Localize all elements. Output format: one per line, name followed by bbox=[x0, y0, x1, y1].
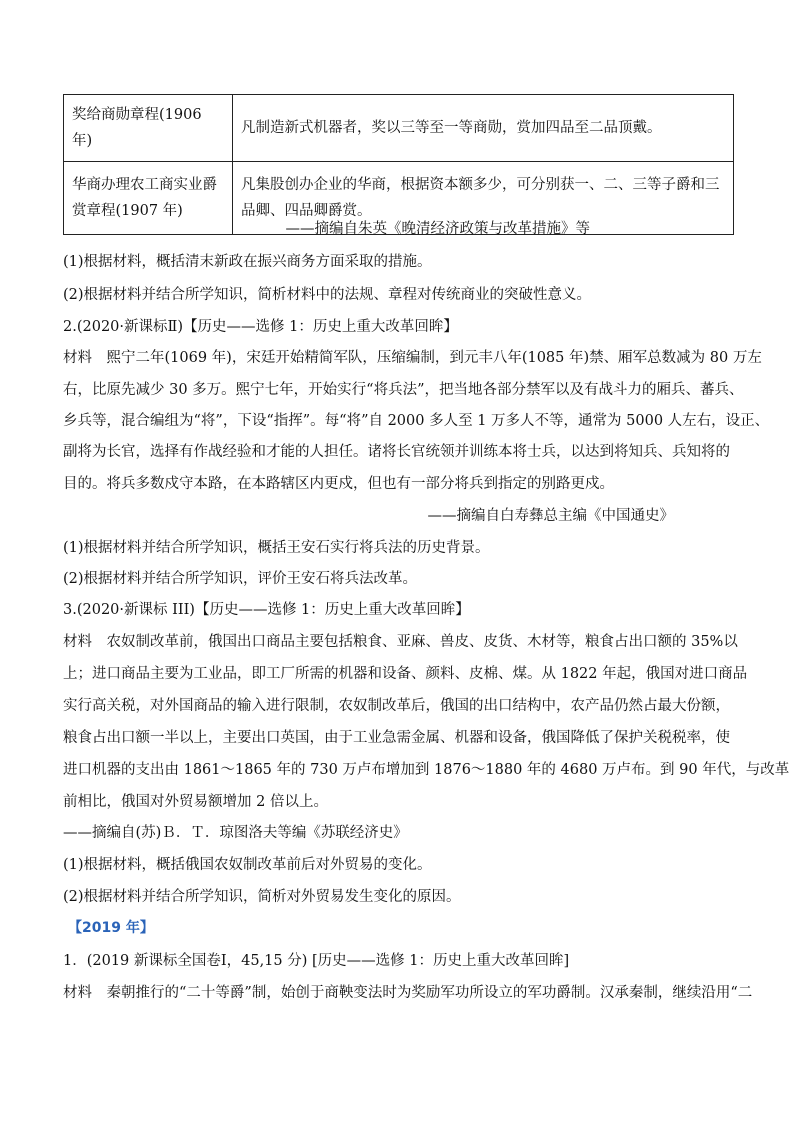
q3-material-line: 进口机器的支出由 1861～1865 年的 730 万卢布增加到 1876～1880 年的 4680 万卢布。到 90 年代，与改革 bbox=[63, 762, 790, 778]
q1-source: ——摘编自朱英《晚清经济政策与改革措施》等 bbox=[285, 221, 590, 237]
q2-material-line: 材料 熙宁二年(1069 年)，宋廷开始精简军队，压缩编制，到元丰八年(1085 年)禁、厢军总数减为 80 万左 bbox=[63, 350, 762, 366]
regulation-table bbox=[63, 94, 734, 235]
table-cell-content: 凡制造新式机器者，奖以三等至一等商勋，赏加四品至二品顶戴。 bbox=[233, 95, 734, 162]
q3-source: ——摘编自(苏)Ｂ．Ｔ．琼图洛夫等编《苏联经济史》 bbox=[63, 825, 408, 841]
q2-source: ——摘编自白寿彝总主编《中国通史》 bbox=[427, 508, 674, 524]
q3-subquestion-2: (2)根据材料并结合所学知识，简析对外贸易发生变化的原因。 bbox=[63, 889, 461, 905]
q2-material-line: 右，比原先减少 30 多万。熙宁七年，开始实行“将兵法”，把当地各部分禁军以及有战斗力的厢兵、蕃兵、 bbox=[63, 382, 744, 398]
q2-material-line: 目的。将兵多数戍守本路，在本路辖区内更戍，但也有一部分将兵到指定的别路更戍。 bbox=[63, 476, 614, 492]
q2-material-line: 副将为长官，选择有作战经验和才能的人担任。诸将长官统领并训练本将士兵，以达到将知兵、兵知将的 bbox=[63, 444, 730, 460]
q3-material-line: 粮食占出口额一半以上，主要出口英国，由于工业急需金属、机器和设备，俄国降低了保护关税税率，使 bbox=[63, 730, 730, 746]
table-cell-name: 华商办理农工商实业爵赏章程(1907 年) bbox=[64, 162, 233, 235]
q1-subquestion-1: (1)根据材料，概括清末新政在振兴商务方面采取的措施。 bbox=[63, 254, 432, 270]
q3-material-line: 前相比，俄国对外贸易额增加 2 倍以上。 bbox=[63, 794, 328, 810]
q3-material-line: 上；进口商品主要为工业品，即工厂所需的机器和设备、颜料、皮棉、煤。从 1822 年起，俄国对进口商品 bbox=[63, 666, 748, 682]
q2-subquestion-2: (2)根据材料并结合所学知识，评价王安石将兵法改革。 bbox=[63, 571, 418, 587]
q3-material-line: 材料 农奴制改革前，俄国出口商品主要包括粮食、亚麻、兽皮、皮货、木材等，粮食占出口额的 35%以 bbox=[63, 634, 738, 650]
table-cell-content: 凡集股创办企业的华商，根据资本额多少，可分别获一、二、三等子爵和三品卿、四品卿爵赏。 bbox=[233, 162, 734, 235]
year-section-tag: 【2019 年】 bbox=[68, 920, 154, 936]
q2-subquestion-1: (1)根据材料并结合所学知识，概括王安石实行将兵法的历史背景。 bbox=[63, 540, 490, 556]
q3-subquestion-1: (1)根据材料，概括俄国农奴制改革前后对外贸易的变化。 bbox=[63, 857, 432, 873]
q4-header: 1．(2019 新课标全国卷Ⅰ，45,15 分) [历史——选修 1：历史上重大改革回眸] bbox=[63, 953, 570, 969]
q4-material-line: 材料 秦朝推行的“二十等爵”制，始创于商鞅变法时为奖励军功所设立的军功爵制。汉承秦制，继续沿用“二 bbox=[63, 985, 753, 1001]
q3-material-line: 实行高关税，对外国商品的输入进行限制，农奴制改革后，俄国的出口结构中，农产品仍然占最大份额， bbox=[63, 698, 730, 714]
q2-header: 2.(2020·新课标Ⅱ)【历史——选修 1：历史上重大改革回眸】 bbox=[63, 319, 458, 335]
table-row bbox=[64, 95, 734, 162]
table-cell-name: 奖给商勋章程(1906 年) bbox=[64, 95, 233, 162]
q1-subquestion-2: (2)根据材料并结合所学知识，简析材料中的法规、章程对传统商业的突破性意义。 bbox=[63, 287, 592, 303]
q3-header: 3.(2020·新课标 III)【历史——选修 1：历史上重大改革回眸】 bbox=[63, 602, 470, 618]
q2-material-line: 乡兵等，混合编组为“将”，下设“指挥”。每“将”自 2000 多人至 1 万多人不等，通常为 5000 人左右，设正、 bbox=[63, 413, 770, 429]
